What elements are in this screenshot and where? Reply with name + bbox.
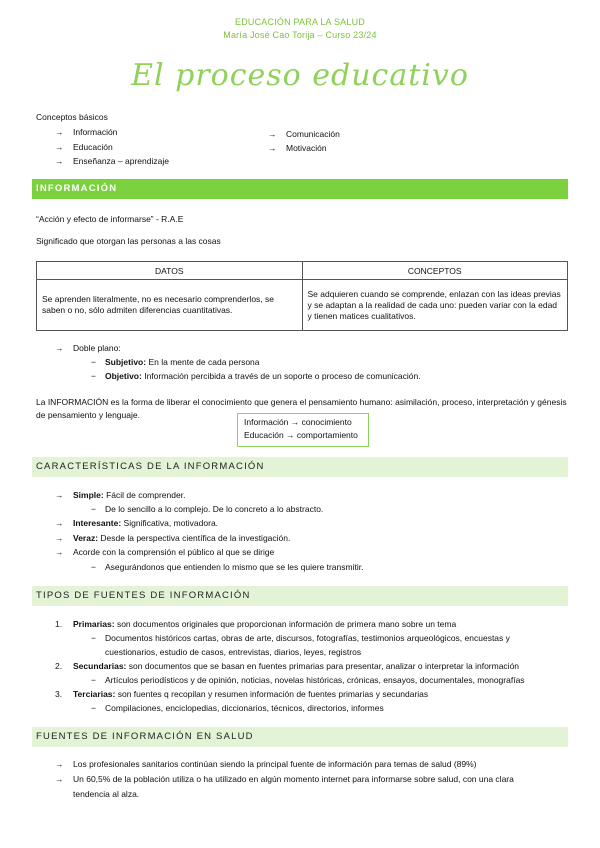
dash-icon: − (91, 562, 96, 572)
table-header: CONCEPTOS (302, 262, 568, 280)
arrow-icon: → (55, 142, 64, 152)
list-item-continuation: tendencia al alza. (73, 789, 140, 799)
concept-item: → Información (55, 127, 118, 137)
definicion-paragraph: La INFORMACIÓN es la forma de liberar el conocimiento que genera el pensamiento humano: asimilación, proceso, interpretación y génesis de pensamiento y lenguaje. (36, 397, 567, 420)
list-item: → Los profesionales sanitarios continúan siendo la principal fuente de información para temas de salud (89%) (55, 759, 477, 769)
section-heading-tipos: TIPOS DE FUENTES DE INFORMACIÓN (32, 586, 568, 606)
list-item: − Compilaciones, enciclopedias, diccionarios, técnicos, directorios, informes (91, 703, 384, 713)
list-item: → Acorde con la comprensión el público al que se dirige (55, 547, 275, 557)
arrow-icon: → (55, 127, 64, 137)
list-item: − Artículos periodísticos y de opinión, noticias, novelas históricas, crónicas, ensayos, documentales, monografías (91, 675, 525, 685)
list-item: 3. Terciarias: son fuentes q recopilan y resumen información de fuentes primarias y secundarias (55, 689, 429, 699)
section-heading-caracteristicas: CARACTERÍSTICAS DE LA INFORMACIÓN (32, 457, 568, 477)
arrow-icon: → (55, 774, 64, 784)
datos-conceptos-table (36, 261, 568, 331)
list-item: 1. Primarias: son documentos originales que proporcionan información de primera mano sobre un tema (55, 619, 457, 629)
author-line: María José Cao Torija – Curso 23/24 (223, 30, 377, 40)
list-item: → Veraz: Desde la perspectiva científica de la investigación. (55, 533, 291, 543)
summary-box: Información → conocimiento Educación → comportamiento (237, 413, 369, 447)
list-item: − De lo sencillo a lo complejo. De lo concreto a lo abstracto. (91, 504, 324, 514)
concept-item: → Comunicación (268, 129, 340, 139)
list-item: − Asegurándonos que entienden lo mismo que se les quiere transmitir. (91, 562, 364, 572)
dash-icon: − (91, 357, 96, 367)
doble-plano: → Doble plano: (55, 343, 121, 353)
list-item-continuation: cuestionarios, estudio de casos, entrevistas, diarios, leyes, registros (105, 647, 362, 657)
arrow-icon: → (268, 129, 277, 139)
dash-icon: − (91, 504, 96, 514)
table-header: DATOS (37, 262, 303, 280)
dash-icon: − (91, 371, 96, 381)
rae-quote: “Acción y efecto de informarse” - R.A.E (36, 214, 184, 224)
arrow-icon: → (55, 156, 64, 166)
concept-item: → Educación (55, 142, 113, 152)
dash-icon: − (91, 703, 96, 713)
dash-icon: − (91, 675, 96, 685)
arrow-icon: → (55, 759, 64, 769)
list-item: − Objetivo: Información percibida a través de un soporte o proceso de comunicación. (91, 371, 421, 381)
list-item: 2. Secundarias: son documentos que se basan en fuentes primarias para presentar, analizar o interpretar la información (55, 661, 520, 671)
arrow-icon: → (55, 547, 64, 557)
dash-icon: − (91, 633, 96, 643)
table-row (37, 280, 568, 331)
list-item: − Subjetivo: En la mente de cada persona (91, 357, 260, 367)
list-item: → Simple: Fácil de comprender. (55, 490, 186, 500)
arrow-icon: → (55, 518, 64, 528)
concept-item: → Motivación (268, 143, 327, 153)
table-cell: Se aprenden literalmente, no es necesario comprenderlos, se saben o no, sólo admiten diferencias cuantitativas. (37, 280, 303, 331)
section-heading-informacion: INFORMACIÓN (32, 179, 568, 199)
list-item: → Interesante: Significativa, motivadora. (55, 518, 219, 528)
section-heading-salud: FUENTES DE INFORMACIÓN EN SALUD (32, 727, 568, 747)
arrow-icon: → (55, 533, 64, 543)
table-cell: Se adquieren cuando se comprende, enlazan con las ideas previas y se adaptan a la realidad de cada uno: pueden variar con la edad y tienen matices cualitativos. (302, 280, 568, 331)
concept-item: → Enseñanza – aprendizaje (55, 156, 169, 166)
arrow-icon: → (55, 343, 64, 353)
course-name: EDUCACIÓN PARA LA SALUD (235, 17, 365, 27)
list-item: → Un 60,5% de la población utiliza o ha utilizado en algún momento internet para informarse sobre salud, con una clara (55, 774, 514, 784)
page-title: El proceso educativo (131, 58, 469, 93)
arrow-icon: → (268, 143, 277, 153)
conceptos-heading: Conceptos básicos (36, 112, 108, 122)
significado-text: Significado que otorgan las personas a las cosas (36, 236, 221, 246)
list-item: − Documentos históricos cartas, obras de arte, discursos, fotografías, testimonios arqueológicos, encuestas y (91, 633, 510, 643)
arrow-icon: → (55, 490, 64, 500)
